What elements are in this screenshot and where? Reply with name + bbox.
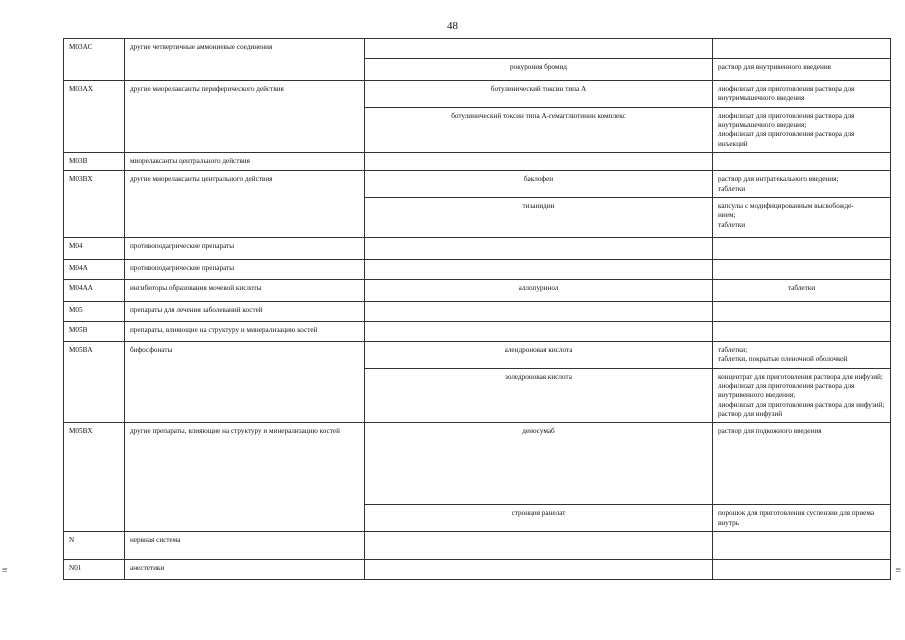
dosage-form-cell (713, 301, 891, 321)
dosage-form-cell: лиофилизат для приготовления раствора для внутримышечного введения (713, 81, 891, 108)
atc-code-cell: M05B (64, 321, 125, 341)
table-row (64, 341, 891, 368)
dosage-form-cell (713, 237, 891, 259)
atc-code-cell: M05BX (64, 423, 125, 532)
atc-code-cell: M05 (64, 301, 125, 321)
group-name-cell: нервная система (125, 532, 365, 560)
table-row (64, 237, 891, 259)
group-name-cell: противоподагрические препараты (125, 237, 365, 259)
drug-name-cell (365, 39, 713, 59)
group-name-cell: миорелаксанты центрального действия (125, 153, 365, 171)
table-row (64, 321, 891, 341)
drug-name-cell: рокурония бромид (365, 59, 713, 81)
table-row (64, 279, 891, 301)
group-name-cell: другие миорелаксанты периферического действия (125, 81, 365, 153)
table-row (64, 560, 891, 580)
drug-name-cell: деносумаб (365, 423, 713, 505)
group-name-cell: бифосфонаты (125, 341, 365, 423)
drug-name-cell: ботулинический токсин типа A-гемагглютинин комплекс (365, 107, 713, 152)
group-name-cell: другие четвертичные аммониевые соединения (125, 39, 365, 81)
atc-code-cell: M04A (64, 259, 125, 279)
drug-name-cell: тизанидин (365, 197, 713, 237)
table-row (64, 171, 891, 198)
dosage-form-cell: концентрат для приготовления раствора для инфузий; лиофилизат для приготовления раствора для внутривенного введения; лиофилизат для приготовления раствора для инфузий; раствор для инфузий (713, 368, 891, 423)
group-name-cell: препараты, влияющие на структуру и минерализацию костей (125, 321, 365, 341)
dosage-form-cell: таблетки; таблетки, покрытые пленочной оболочкой (713, 341, 891, 368)
table-row (64, 532, 891, 560)
dosage-form-cell: таблетки (713, 279, 891, 301)
drug-name-cell: ботулинический токсин типа A (365, 81, 713, 108)
atc-code-cell: M03BX (64, 171, 125, 238)
dosage-form-cell: порошок для приготовления суспензии для приема внутрь (713, 505, 891, 532)
group-name-cell: ингибиторы образования мочевой кислоты (125, 279, 365, 301)
dosage-form-cell: раствор для подкожного введения (713, 423, 891, 505)
atc-code-cell: M04AA (64, 279, 125, 301)
atc-code-cell: N (64, 532, 125, 560)
drug-name-cell: аллопуринол (365, 279, 713, 301)
drug-name-cell (365, 560, 713, 580)
group-name-cell: противоподагрические препараты (125, 259, 365, 279)
table-row (64, 423, 891, 505)
group-name-cell: другие миорелаксанты центрального действия (125, 171, 365, 238)
dosage-form-cell (713, 532, 891, 560)
dosage-form-cell: лиофилизат для приготовления раствора для внутримышечного введения; лиофилизат для приготовления раствора для инъекций (713, 107, 891, 152)
right-margin-mark: ≡ (895, 565, 901, 576)
drug-name-cell: баклофен (365, 171, 713, 198)
group-name-cell: другие препараты, влияющие на структуру и минерализацию костей (125, 423, 365, 532)
dosage-form-cell (713, 259, 891, 279)
table-row (64, 259, 891, 279)
drug-name-cell (365, 153, 713, 171)
drug-name-cell (365, 532, 713, 560)
left-margin-mark: ≡ (2, 565, 8, 576)
atc-code-cell: M04 (64, 237, 125, 259)
drug-name-cell: алендроновая кислота (365, 341, 713, 368)
drug-name-cell (365, 259, 713, 279)
drug-name-cell (365, 237, 713, 259)
drug-name-cell (365, 321, 713, 341)
drug-name-cell: золедроновая кислота (365, 368, 713, 423)
table-row (64, 81, 891, 108)
drug-classification-table (63, 38, 891, 580)
dosage-form-cell: раствор для внутривенного введения (713, 59, 891, 81)
dosage-form-cell (713, 321, 891, 341)
group-name-cell: анестетики (125, 560, 365, 580)
drug-name-cell: стронция ранелат (365, 505, 713, 532)
atc-code-cell: M03AC (64, 39, 125, 81)
drug-name-cell (365, 301, 713, 321)
dosage-form-cell: раствор для интратекального введения; таблетки (713, 171, 891, 198)
dosage-form-cell (713, 560, 891, 580)
table-row (64, 301, 891, 321)
table-row (64, 39, 891, 59)
page-number: 48 (447, 20, 458, 32)
atc-code-cell: M03AX (64, 81, 125, 153)
atc-code-cell: N01 (64, 560, 125, 580)
dosage-form-cell (713, 39, 891, 59)
group-name-cell: препараты для лечения заболеваний костей (125, 301, 365, 321)
table-row (64, 153, 891, 171)
atc-code-cell: M03B (64, 153, 125, 171)
dosage-form-cell (713, 153, 891, 171)
atc-code-cell: M05BA (64, 341, 125, 423)
dosage-form-cell: капсулы с модифицированным высвобожде- нием; таблетки (713, 197, 891, 237)
